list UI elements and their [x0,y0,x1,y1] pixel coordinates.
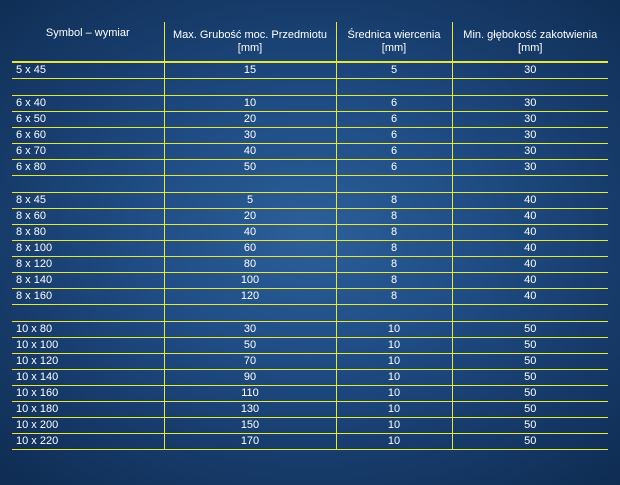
cell-drill-diameter: 10 [336,402,452,418]
cell-max-thickness: 30 [164,322,336,338]
table-row [12,257,608,273]
cell-max-thickness: 130 [164,402,336,418]
header-drill-diameter: Średnica wiercenia [mm] [336,22,452,62]
cell-symbol: 10 x 200 [12,418,164,434]
cell-min-anchor-depth: 30 [452,128,608,144]
cell-max-thickness: 15 [164,62,336,79]
cell-drill-diameter: 10 [336,418,452,434]
spec-table [12,22,608,450]
cell-symbol: 5 x 45 [12,62,164,79]
cell-drill-diameter: 8 [336,209,452,225]
cell-drill-diameter: 10 [336,354,452,370]
cell-max-thickness: 40 [164,225,336,241]
cell-max-thickness: 80 [164,257,336,273]
cell-min-anchor-depth: 40 [452,193,608,209]
cell-max-thickness: 50 [164,338,336,354]
header-row [12,22,608,62]
table-row [12,225,608,241]
cell-drill-diameter: 6 [336,112,452,128]
spacer-row [12,176,608,193]
cell-drill-diameter: 10 [336,386,452,402]
cell-symbol: 10 x 160 [12,386,164,402]
cell-drill-diameter: 10 [336,322,452,338]
header-max-thickness: Max. Grubość moc. Przedmiotu [mm] [164,22,336,62]
cell-min-anchor-depth: 30 [452,160,608,176]
cell-drill-diameter: 8 [336,289,452,305]
cell-max-thickness: 40 [164,144,336,160]
cell-max-thickness: 20 [164,209,336,225]
table-row [12,322,608,338]
table-row [12,160,608,176]
header-symbol: Symbol – wymiar [12,22,164,62]
cell-max-thickness: 100 [164,273,336,289]
cell-symbol: 8 x 60 [12,209,164,225]
cell-min-anchor-depth: 50 [452,386,608,402]
cell-max-thickness: 20 [164,112,336,128]
cell-drill-diameter [336,176,452,193]
cell-drill-diameter [336,305,452,322]
cell-symbol: 10 x 120 [12,354,164,370]
spacer-row [12,305,608,322]
table-row [12,193,608,209]
cell-symbol: 6 x 50 [12,112,164,128]
spacer-row [12,79,608,96]
cell-max-thickness [164,305,336,322]
cell-symbol: 6 x 60 [12,128,164,144]
cell-max-thickness [164,176,336,193]
cell-symbol [12,176,164,193]
cell-drill-diameter: 6 [336,144,452,160]
cell-symbol: 8 x 160 [12,289,164,305]
cell-min-anchor-depth: 30 [452,144,608,160]
cell-min-anchor-depth: 40 [452,241,608,257]
cell-drill-diameter: 10 [336,434,452,450]
cell-symbol: 8 x 100 [12,241,164,257]
table-row [12,289,608,305]
cell-drill-diameter: 8 [336,193,452,209]
table-row [12,62,608,79]
cell-max-thickness: 120 [164,289,336,305]
cell-symbol: 10 x 220 [12,434,164,450]
cell-symbol: 6 x 80 [12,160,164,176]
table-row [12,402,608,418]
cell-symbol: 6 x 40 [12,96,164,112]
cell-max-thickness: 5 [164,193,336,209]
cell-min-anchor-depth: 40 [452,257,608,273]
cell-drill-diameter: 10 [336,338,452,354]
cell-max-thickness: 50 [164,160,336,176]
cell-drill-diameter: 6 [336,96,452,112]
cell-symbol: 8 x 120 [12,257,164,273]
cell-symbol: 10 x 140 [12,370,164,386]
cell-symbol: 10 x 80 [12,322,164,338]
cell-drill-diameter: 6 [336,128,452,144]
cell-drill-diameter: 8 [336,225,452,241]
table-row [12,96,608,112]
cell-symbol: 8 x 45 [12,193,164,209]
cell-symbol: 10 x 100 [12,338,164,354]
cell-drill-diameter: 8 [336,257,452,273]
cell-symbol [12,79,164,96]
cell-drill-diameter: 8 [336,241,452,257]
table-row [12,128,608,144]
table-row [12,354,608,370]
cell-symbol [12,305,164,322]
table-header [12,22,608,62]
cell-symbol: 10 x 180 [12,402,164,418]
cell-symbol: 8 x 140 [12,273,164,289]
cell-min-anchor-depth [452,79,608,96]
cell-max-thickness: 60 [164,241,336,257]
table-row [12,273,608,289]
cell-max-thickness: 70 [164,354,336,370]
table-row [12,370,608,386]
cell-max-thickness: 30 [164,128,336,144]
cell-max-thickness: 110 [164,386,336,402]
cell-min-anchor-depth: 40 [452,289,608,305]
table-row [12,209,608,225]
table-row [12,418,608,434]
cell-max-thickness: 150 [164,418,336,434]
table-row [12,386,608,402]
cell-min-anchor-depth: 50 [452,402,608,418]
cell-max-thickness [164,79,336,96]
cell-min-anchor-depth [452,305,608,322]
cell-max-thickness: 10 [164,96,336,112]
table-row [12,112,608,128]
cell-min-anchor-depth: 50 [452,338,608,354]
cell-drill-diameter: 5 [336,62,452,79]
table-row [12,144,608,160]
table-body [12,62,608,450]
cell-drill-diameter: 10 [336,370,452,386]
cell-min-anchor-depth: 40 [452,209,608,225]
header-min-anchor-depth: Min. głębokość zakotwienia [mm] [452,22,608,62]
cell-min-anchor-depth: 30 [452,112,608,128]
cell-drill-diameter: 8 [336,273,452,289]
cell-max-thickness: 170 [164,434,336,450]
cell-max-thickness: 90 [164,370,336,386]
cell-min-anchor-depth [452,176,608,193]
table-row [12,241,608,257]
cell-min-anchor-depth: 30 [452,62,608,79]
cell-drill-diameter: 6 [336,160,452,176]
cell-min-anchor-depth: 50 [452,322,608,338]
cell-min-anchor-depth: 40 [452,273,608,289]
cell-symbol: 6 x 70 [12,144,164,160]
cell-symbol: 8 x 80 [12,225,164,241]
cell-min-anchor-depth: 50 [452,434,608,450]
cell-min-anchor-depth: 30 [452,96,608,112]
cell-min-anchor-depth: 50 [452,370,608,386]
cell-min-anchor-depth: 40 [452,225,608,241]
cell-drill-diameter [336,79,452,96]
cell-min-anchor-depth: 50 [452,354,608,370]
table-row [12,338,608,354]
table-row [12,434,608,450]
cell-min-anchor-depth: 50 [452,418,608,434]
